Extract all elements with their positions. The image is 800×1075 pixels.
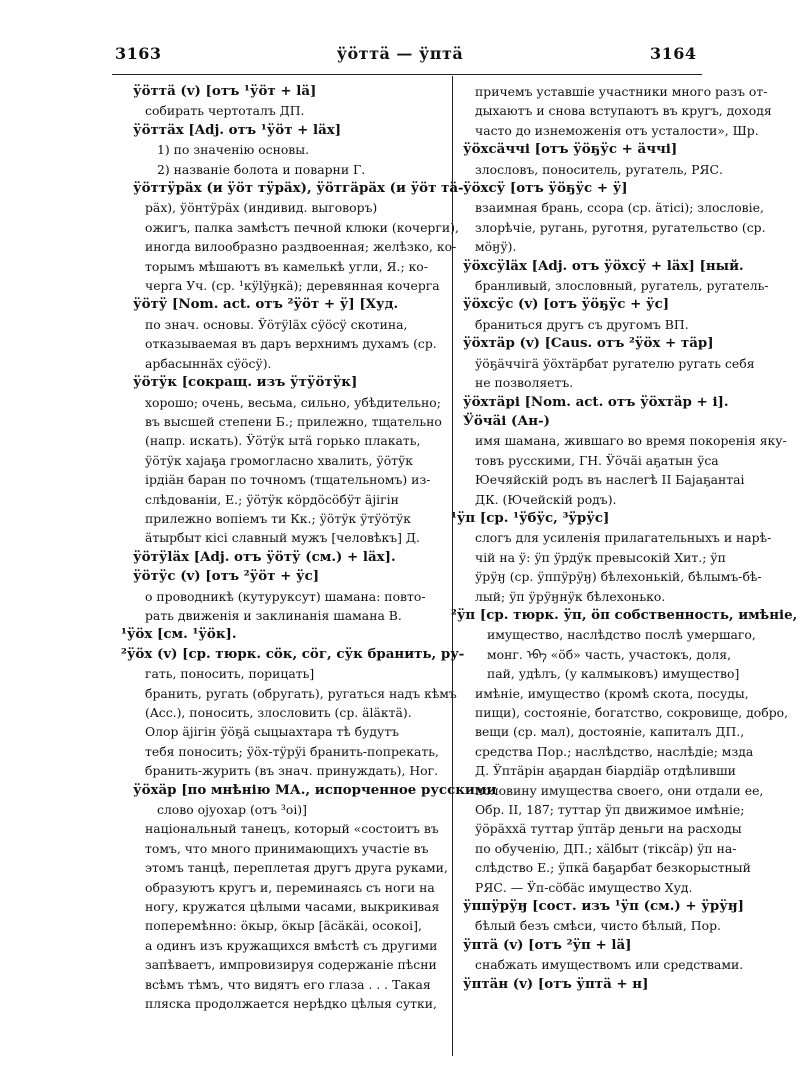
entry-text-line: черга Уч. (ср. ¹кӱlӱӈкӓ); деревянная кочерга [145,278,440,294]
entry-headword-line: ӱӧхсӓччі [отъ ӱӧҕӱс + ӓччі] [463,141,678,158]
entry-text-line: 1) по значенію основы. [157,142,310,158]
entry-headword-line: ӱӧттӓ (v) [отъ ¹ӱӧт + lӓ] [133,83,317,99]
entry-text-line: поперемѣнно: ӧкыр, ӧкыр [ӓсӓкӓі, осокоі], [145,918,422,934]
entry-text-line: прилежно вопіемъ ти Кк.; ӱӧтӱк ӱтӱӧтӱк [145,510,411,526]
entry-text-line: товъ русскими, ГН. Ӱӧчӓі аҕатын ӱса [475,452,719,468]
entry-text-line: по обученію, ДП.; хӓlбыт (тіксӓр) ӱп на- [475,840,737,856]
entry-text-line: слѣдство Е.; ӱпкӓ баҕарбат безкорыстный [475,860,751,876]
entry-text-line: имя шамана, жившаго во время покоренія яку- [475,433,787,449]
entry-text-line: ДК. (Ючейскій родъ). [475,491,617,507]
entry-text-line: бранливый, злословный, ругатель, ругатель- [475,278,769,294]
entry-headword-line: ²ӱӧх (v) [ср. тюрк. сӧк, сӧг, сӱк бранить, ру- [121,645,465,662]
entry-text-line: запѣваетъ, импровизируя содержаніе пѣсни [145,957,437,973]
entry-text-line: арбасыннӓх сӱӧсӱ). [145,355,272,371]
entry-text-line: средства Пор.; наслѣдство, наслѣдіе; мзда [475,743,754,759]
entry-text-line: рӓх), ӱӧнтӱрӓх (индивид. выговоръ) [145,200,378,216]
entry-headword-line: ӱӧтӱс (v) [отъ ²ӱӧт + ӱс] [133,568,320,585]
entry-text-line: иногда вилообразно раздвоенная; желѣзко, ко- [145,239,457,255]
entry-headword-line: ӱӧхсӱlӓх [Adj. отъ ӱӧхсӱ + lӓх] [ный. [463,257,744,274]
entry-text-line: 2) названіе болота и поварни Г. [157,161,366,177]
entry-headword-line: ӱптӓ (v) [отъ ²ӱп + lӓ] [463,936,632,953]
right-page-number: 3164 [650,44,697,63]
entry-text-line: злорѣчіе, ругань, руготня, ругательство (ср. [475,219,766,235]
entry-text-line: бранить, ругать (обругать), ругаться надъ кѣмъ [145,685,457,701]
entry-text-line: мӧӈӱ). [475,239,517,255]
entry-text-line: рать движенія и заклинанія шамана В. [145,607,402,623]
entry-headword-line: ¹ӱп [ср. ¹ӱбӱс, ³ӱрӱс] [451,509,610,526]
header-rule [112,74,702,75]
entry-text-line: Юечяйскій родъ въ наслегѣ II Баjаҕантаі [475,472,745,488]
entry-headword-line: ¹ӱӧх [см. ¹ӱӧк]. [121,626,237,643]
entry-headword-line: ӱӧтӱ [Nom. act. отъ ²ӱӧт + ӱ] [Худ. [133,296,399,313]
entry-text-line: собирать чертоталъ ДП. [145,103,305,119]
entry-text-line: пляска продолжается нерѣдко цѣлыя сутки, [145,996,437,1012]
entry-text-line: монг. ᠡᠪᠡ «ӧб» часть, участокъ, доля, [487,646,732,662]
entry-text-line: этомъ танцѣ, переплетая другъ друга руками, [145,860,448,876]
entry-text-line: ӱӧтӱк хаjаҕа громогласно хвалить, ӱӧтӱк [145,452,414,468]
entry-text-line: торымъ мѣшаютъ въ камелькѣ угли, Я.; ко- [145,258,428,274]
right-column [451,82,798,994]
entry-text-line: въ высшей степени Б.; прилежно, тщательно [145,413,442,429]
left-page-number: 3163 [115,44,162,63]
entry-text-line: чій на ӱ: ӱп ӱрдӱк превысокій Хит.; ӱп [475,549,726,565]
entry-text-line: бранить-журить (въ знач. принуждать), Ног. [145,763,439,779]
entry-text-line: ногу, кружатся цѣлыми часами, выкрикивая [145,899,440,915]
entry-text-line: пай, удѣлъ, (у калмыковъ) имущество] [487,666,740,682]
entry-text-line: (Acc.), поносить, злословить (ср. ӓlӓктӓ). [145,705,412,720]
entry-text-line: національный танецъ, который «состоитъ въ [145,821,439,837]
entry-text-line: взаимная брань, ссора (ср. ӓтісі); злословіе, [475,200,764,216]
entry-text-line: дыхаютъ и снова вступаютъ въ кругъ, доходя [475,103,772,119]
entry-headword-line: ӱӧттӱрӓх (и ӱӧт тӱрӓх), ӱӧтгӓрӓх (и ӱӧт тӓ- [133,180,464,197]
entry-headword-line: ӱптӓн (v) [отъ ӱптӓ + н] [463,975,649,992]
entry-text-line: по знач. основы. Ӱӧтӱlӓх сӱӧсӱ скотина, [145,316,408,332]
entry-text-line: Д. Ӱптӓрін аҕардан біардіӓр отдѣливши [475,763,736,779]
entry-text-line: слово оjуохар (отъ ³оі)] [157,802,307,818]
entry-text-line: а одинъ изъ кружащихся вмѣстѣ съ другими [145,937,438,953]
entry-text-line: имущество, наслѣдство послѣ умершаго, [487,627,756,643]
running-title: ӱӧттӓ — ӱптӓ [336,44,464,63]
entry-text-line: Обр. II, 187; туттар ӱп движимое имѣніе; [475,802,745,818]
entry-text-line: снабжать имуществомъ или средствами. [475,957,744,973]
entry-text-line: браниться другъ съ другомъ ВП. [475,316,689,332]
entry-headword-line: ӱппӱрӱӈ [сост. изъ ¹ӱп (см.) + ӱрӱӈ] [463,898,744,915]
entry-text-line: о проводникѣ (кутуруксут) шамана: повто- [145,588,426,604]
entry-text-line: тебя поносить; ӱӧх-тӱрӱі бранить-попрекать, [145,743,439,759]
entry-text-line: имѣніе, имущество (кромѣ скота, посуды, [475,685,749,701]
entry-text-line: образуютъ кругъ и, переминаясь съ ноги на [145,879,435,895]
entry-headword-line: ²ӱп [ср. тюрк. ӱп, ӧп собственность, имѣніе, [451,606,798,623]
entry-headword-line: ӱӧхӓр [по мнѣнію МА., испорченное русскими [133,781,497,798]
entry-text-line: слѣдованіи, Е.; ӱӧтӱк кӧрдӧсӧбӱт ӓjігін [145,491,399,507]
entry-text-line: ӱӧҕӓччігӓ ӱӧхтӓрбат ругателю ругать себя [475,355,755,371]
entry-text-line: злословъ, поноситель, ругатель, РЯС. [475,161,723,177]
entry-text-line: ӱрӱӈ (ср. ӱппӱрӱӈ) бѣлехонькій, бѣлымъ-бѣ- [475,569,762,585]
entry-text-line: гать, поносить, порицать] [145,666,315,682]
entry-text-line: вещи (ср. мал), достояніе, капиталъ ДП., [475,724,745,740]
entry-headword-line: ӱӧттӓх [Adj. отъ ¹ӱӧт + lӓх] [133,121,342,138]
entry-headword-line: ӱӧтӱlӓх [Adj. отъ ӱӧтӱ (см.) + lӓх]. [133,548,396,565]
entry-text-line: не позволяетъ. [475,375,574,391]
entry-text-line: половину имущества своего, они отдали ее, [475,782,764,798]
entry-headword-line: Ӱӧчӓі (Ан-) [463,412,550,429]
entry-text-line: ӱӧрӓххӓ туттар ӱптӓр деньги на расходы [475,821,742,837]
entry-text-line: Олор ӓjігін ӱӧҕӓ сыцыахтара тѣ будутъ [145,724,400,740]
entry-text-line: лый; ӱп ӱрӱӈнӱк бѣлехонько. [475,588,666,604]
entry-text-line: РЯС. — Ӱп-сӧбӓс имущество Худ. [475,879,693,895]
entry-text-line: ожигъ, палка замѣстъ печной клюки (кочерги), [145,219,459,235]
entry-headword-line: ӱӧхсӱ [отъ ӱӧҕӱс + ӱ] [463,180,628,197]
entry-text-line: часто до изнеможенія отъ усталости», Шр. [475,122,759,138]
entry-text-line: пищи), состояніе, богатство, сокровище, добро, [475,705,789,720]
entry-text-line: томъ, что много принимающихъ участіе въ [145,840,429,856]
entry-text-line: ӓтырбыт кісі славный мужъ [человѣкъ] Д. [145,530,420,546]
entry-text-line: слогъ для усиленія прилагательныхъ и нарѣ- [475,530,772,546]
entry-text-line: хорошо; очень, весьма, сильно, убѣдительно; [145,394,441,410]
entry-headword-line: ӱӧхсӱс (v) [отъ ӱӧҕӱс + ӱс] [463,296,670,313]
entry-headword-line: ӱӧхтӓрі [Nom. act. отъ ӱӧхтӓр + і]. [463,393,729,410]
entry-headword-line: ӱӧхтӓр (v) [Caus. отъ ²ӱӧх + тӓр] [463,335,714,352]
entry-text-line: всѣмъ тѣмъ, что видятъ его глаза . . . Такая [145,976,431,992]
entry-text-line: причемъ уставшіе участники много разъ от- [475,84,768,99]
entry-text-line: ірдіӓн баран по точномъ (тщательномъ) из- [145,472,431,488]
entry-headword-line: ӱӧтӱк [сокращ. изъ ӱтӱӧтӱк] [133,374,358,391]
entry-text-line: бѣлый безъ смѣси, чисто бѣлый, Пор. [475,918,721,934]
entry-text-line: (напр. искать). Ӱӧтӱк ытӓ горько плакать, [145,433,421,449]
entry-text-line: отказываемая въ даръ верхнимъ духамъ (ср. [145,336,437,352]
